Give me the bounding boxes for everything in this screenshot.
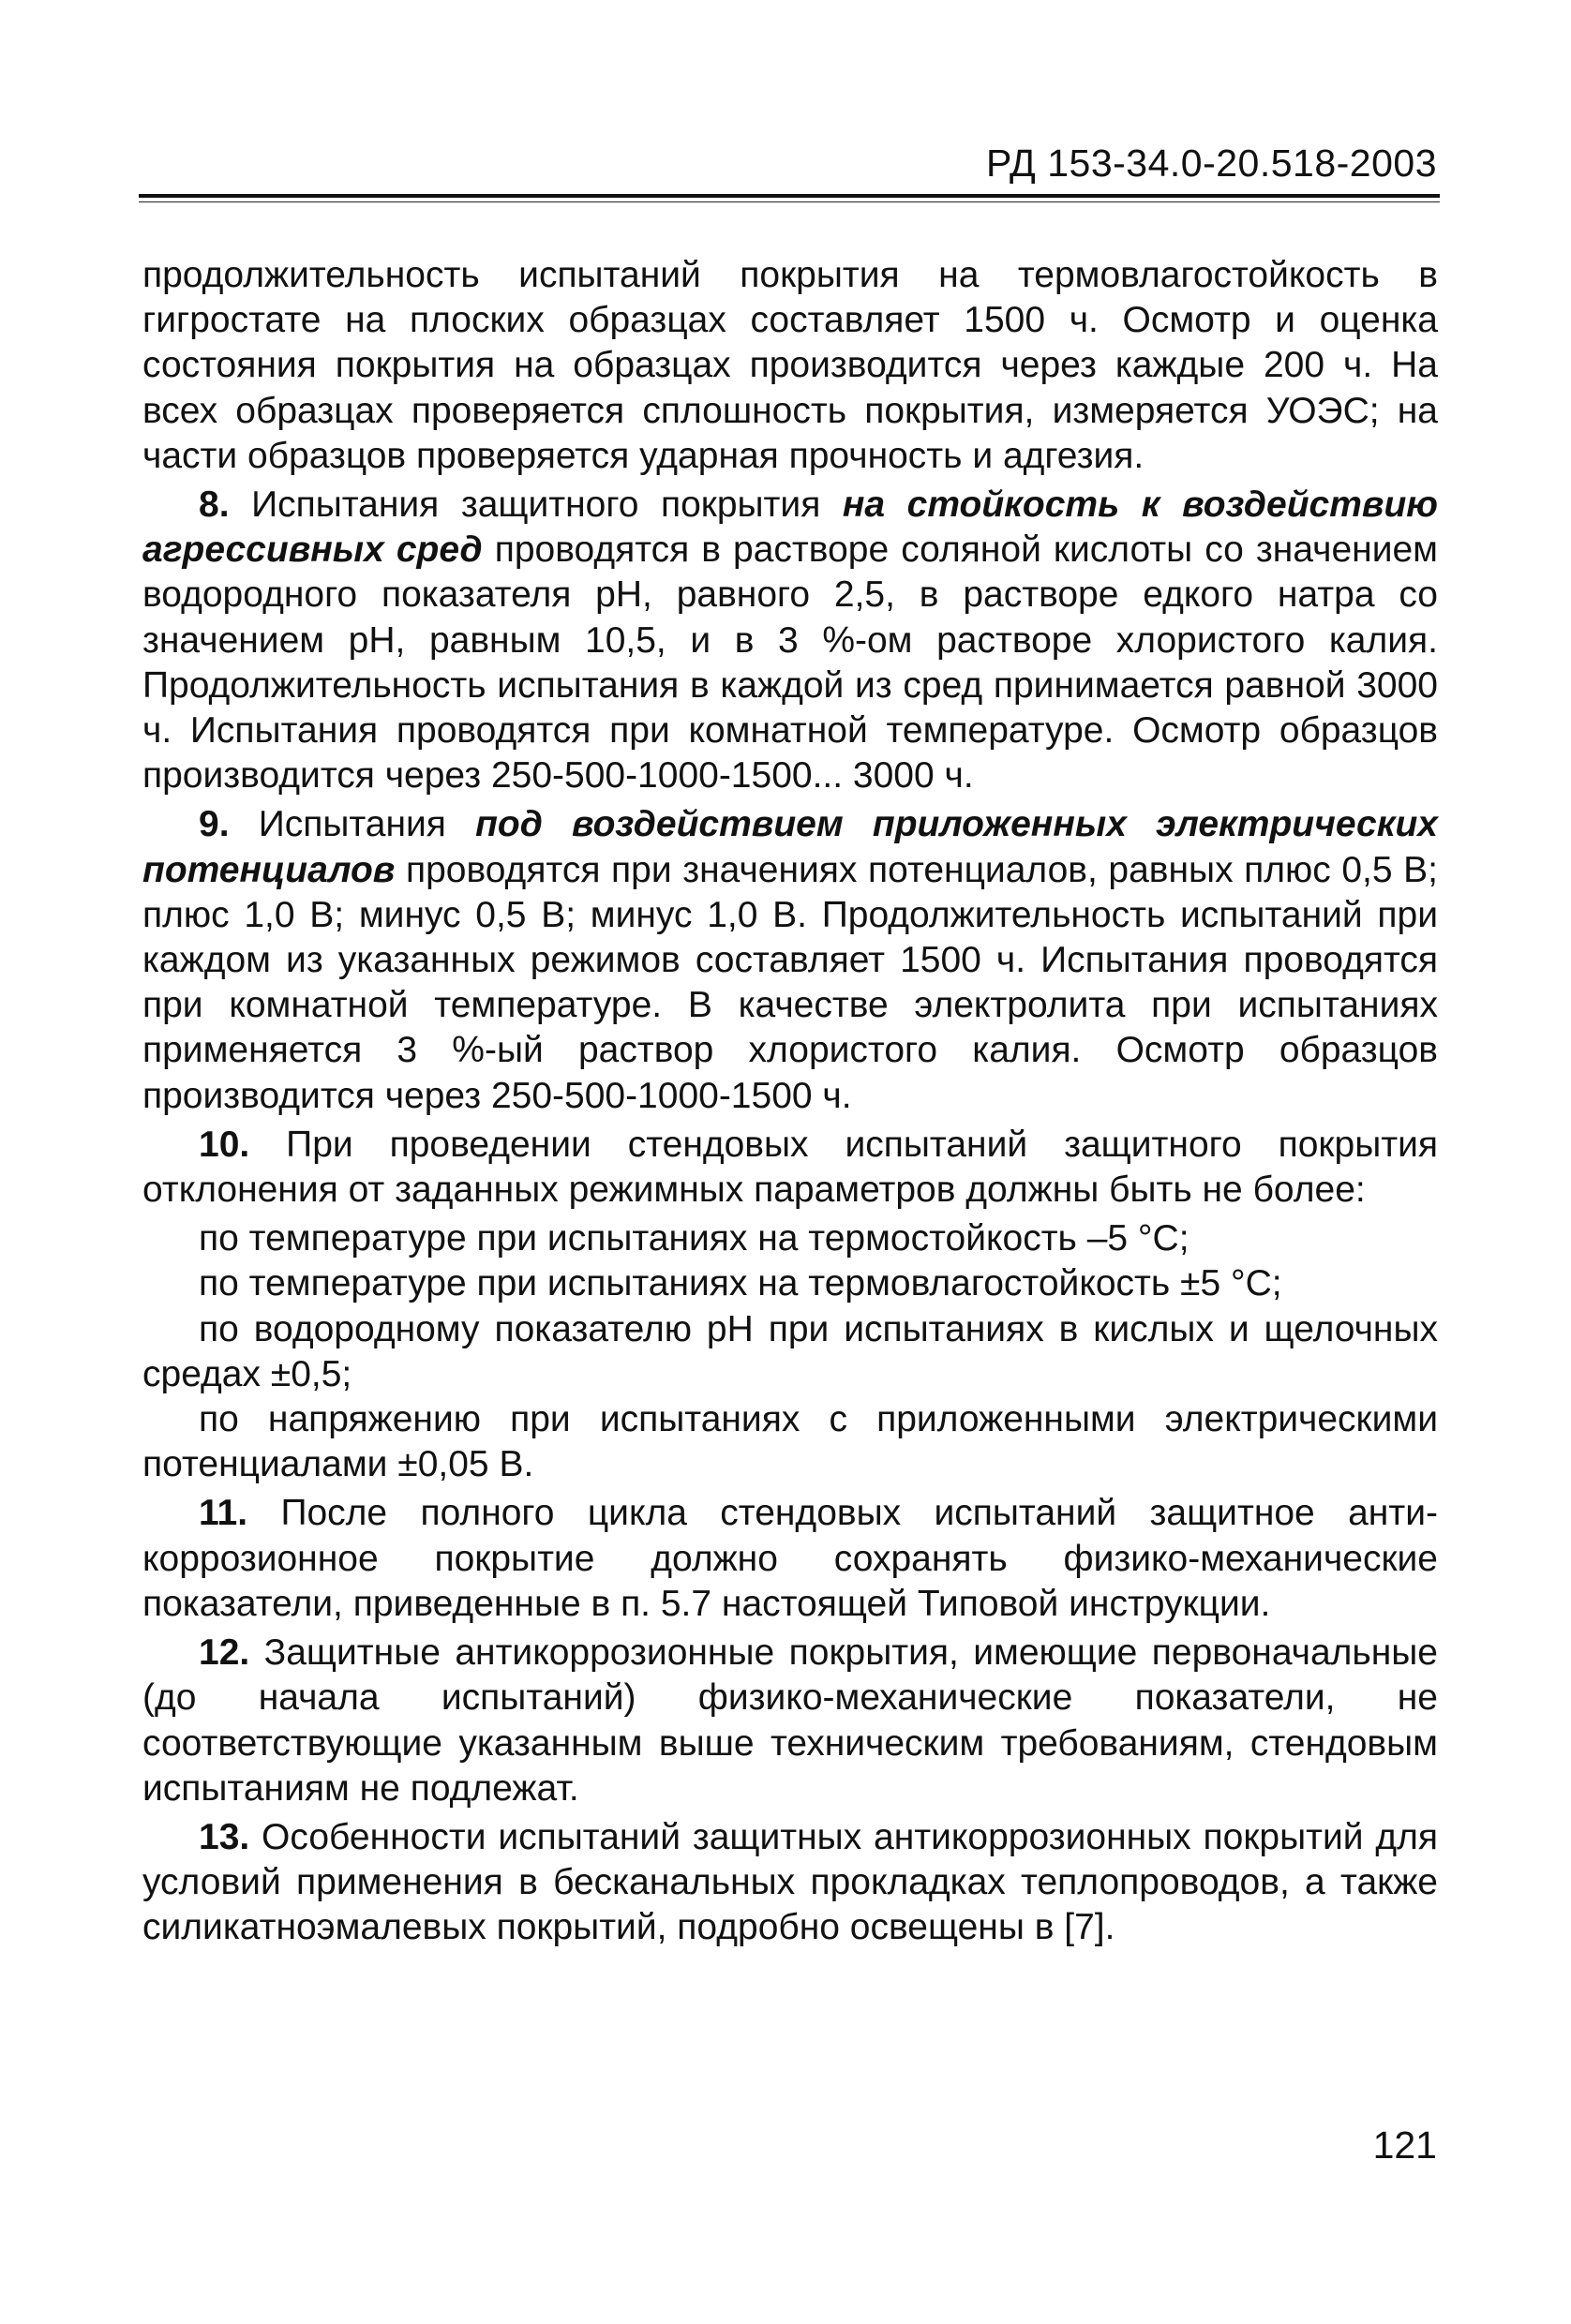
- header-rule: [139, 194, 1440, 198]
- paragraph-13: [142, 1815, 1438, 1951]
- paragraph-8: [142, 483, 1438, 798]
- body-text: [142, 253, 1438, 1955]
- paragraph-text: проводятся в растворе соляной кислоты со значением водородного показателя рН, равного 2,5, в растворе едкого натра со значением рН, равным 10,5, и в 3 %-ом растворе хлористого калия. Продолжительность испытания в каждой из сред принимается равной 3000 ч. Испытания проводятся при комнатной температуре. Осмотр образцов производится через 250-500-1000-1500... 3000 ч.: [142, 529, 1438, 797]
- list-item: по температуре при испытаниях на термовлагостойкость ±5 °С;: [199, 1263, 1282, 1304]
- list-item: по водородному показателю рН при испытаниях в кислых и щелочных средах ±0,5;: [142, 1308, 1438, 1394]
- list-item: по температуре при испытаниях на термостойкость –5 °С;: [199, 1218, 1189, 1259]
- paragraph-9: [142, 802, 1438, 1118]
- paragraph-text: Защитные антикоррозионные покрытия, имеющие первоначальные (до начала испытаний) физико-механические показатели, не соответствующие указанным выше техническим требованиям, стендовым испытаниям не подлежат.: [142, 1632, 1438, 1809]
- emphasis-text: под воздействием приложенных электрических потенциалов: [142, 804, 1438, 890]
- paragraph-10: [142, 1123, 1438, 1213]
- document-code: РД 153-34.0-20.518-2003: [985, 142, 1437, 185]
- item-number: 10.: [199, 1124, 250, 1165]
- paragraph-text: Испытания: [229, 804, 476, 845]
- paragraph-text: Особенности испытаний защитных антикоррозионных покрытий для условий применения в бесканальных прокладках теплопроводов, а также силикатноэмалевых покрытий, подробно освещены в [7].: [142, 1816, 1438, 1948]
- item-number: 11.: [199, 1493, 248, 1534]
- item-number: 9.: [199, 804, 230, 845]
- paragraph-continuation: продолжительность испытаний покрытия на термовлагостойкость в гигростате на плоских образцах составляет 1500 ч. Осмотр и оценка состояния покрытия на образцах производится через каждые 200 ч. На всех образцах проверяется сплошность покрытия, измеряется УОЭС; на части образцов проверяется ударная прочность и адгезия.: [142, 255, 1438, 476]
- emphasis-text: на стойкость к воздействию агрессивных сред: [142, 484, 1438, 571]
- header-rule-thin: [139, 201, 1440, 202]
- item-number: 12.: [199, 1632, 250, 1674]
- paragraph-text: При проведении стендовых испытаний защитного покрытия отклонения от заданных режимных параметров должны быть не более:: [142, 1124, 1438, 1211]
- paragraph-text: Испытания защитного покрытия: [229, 484, 843, 526]
- item-number: 13.: [199, 1816, 250, 1857]
- list-item: по напряжению при испытаниях с приложенными электрическими потенциалами ±0,05 В.: [142, 1399, 1438, 1485]
- paragraph-12: [142, 1631, 1438, 1811]
- paragraph-text: После полного цикла стендовых испытаний защитное антикоррозионное покрытие должно сохранять физико-механические показатели, приведенные в п. 5.7 настоящей Типовой инструкции.: [142, 1493, 1438, 1624]
- paragraph-11: [142, 1491, 1438, 1627]
- paragraph-text: проводятся при значениях потенциалов, равных плюс 0,5 В; плюс 1,0 В; минус 0,5 В; минус 1,0 В. Продолжительность испытаний при каждом из указанных режимов составляет 1500 ч. Испытания проводятся при комнатной температуре. В качестве электролита при испытаниях применяется 3 %-ый раствор хлористого калия. Осмотр образцов производится через 250-500-1000-1500 ч.: [142, 849, 1438, 1116]
- page-number: 121: [1372, 2123, 1437, 2167]
- item-number: 8.: [199, 484, 230, 526]
